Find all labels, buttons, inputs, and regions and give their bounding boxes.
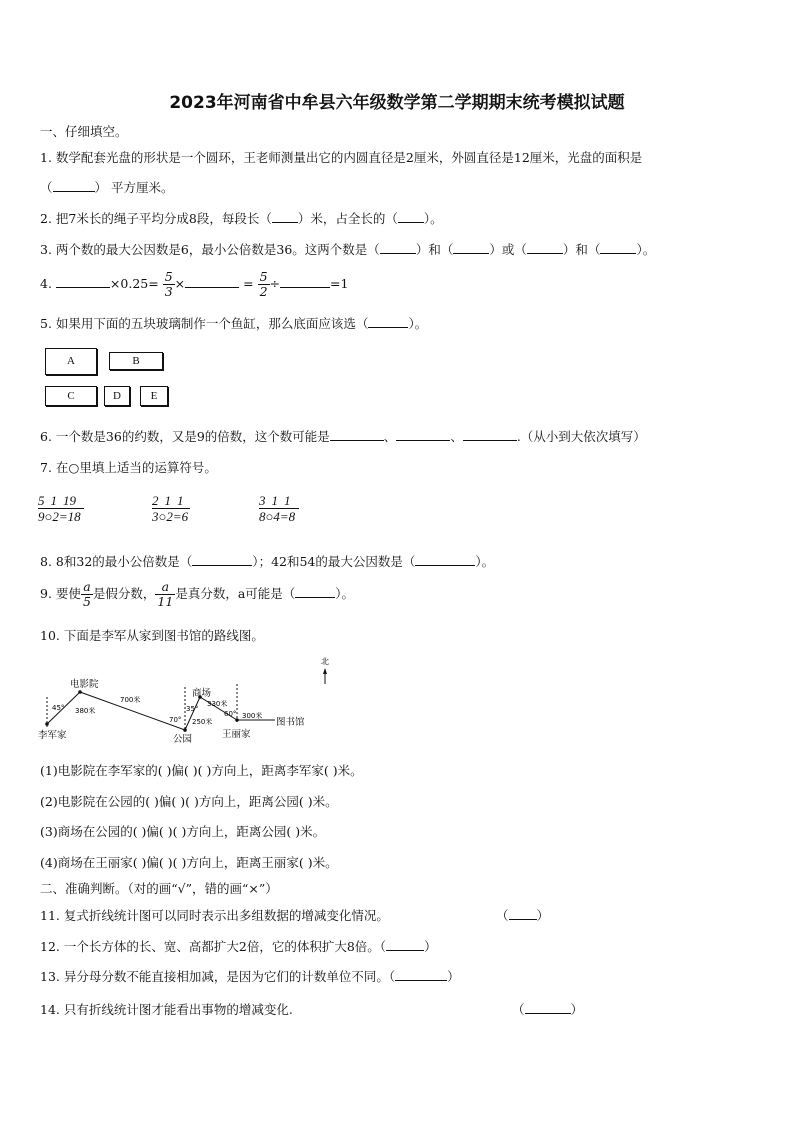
math-text: × bbox=[174, 276, 186, 291]
paren-close: ） bbox=[424, 939, 437, 954]
answer-blank[interactable] bbox=[395, 969, 447, 981]
question-number: 2. bbox=[40, 211, 52, 226]
punct: 。 bbox=[414, 316, 428, 331]
numerator: 2 bbox=[152, 493, 159, 508]
denominator: 5 bbox=[82, 594, 91, 609]
denominator: 3 bbox=[164, 284, 173, 299]
question-number: 5. bbox=[40, 316, 52, 331]
paren-open: （ bbox=[367, 242, 380, 257]
question-7 bbox=[40, 458, 217, 476]
punct: 、 bbox=[383, 429, 397, 444]
glass-piece-b: B bbox=[109, 352, 163, 370]
answer-blank[interactable] bbox=[272, 211, 298, 223]
question-text: 把7米长的绳子平均分成8段，每段长 bbox=[55, 211, 260, 226]
paren-close: ） bbox=[636, 242, 643, 257]
question-10 bbox=[40, 626, 264, 644]
fraction-group-2 bbox=[152, 493, 190, 524]
fraction-a-11 bbox=[155, 580, 175, 609]
numerator: a bbox=[81, 580, 93, 595]
section-1-heading: 一、仔细填空。 bbox=[40, 124, 128, 139]
answer-blank[interactable] bbox=[463, 429, 517, 441]
answer-blank[interactable] bbox=[396, 429, 450, 441]
paren-close: ） bbox=[562, 242, 576, 257]
question-14 bbox=[40, 1000, 293, 1018]
answer-blank[interactable] bbox=[453, 242, 489, 254]
answer-blank[interactable] bbox=[295, 586, 335, 598]
numerator: 1 bbox=[177, 493, 184, 508]
question-text: 平方厘米。 bbox=[111, 180, 174, 195]
question-text: 两个数的最大公因数是6，最小公倍数是36。这两个数是 bbox=[55, 242, 368, 257]
answer-paren bbox=[496, 906, 549, 924]
punct: 。 bbox=[481, 554, 495, 569]
paren-open: （ bbox=[40, 180, 53, 195]
numerator: 3 bbox=[259, 493, 266, 508]
question-12 bbox=[40, 937, 437, 955]
glass-piece-e: E bbox=[140, 386, 168, 406]
label-library: 图书馆 bbox=[276, 717, 305, 728]
question-number: 3. bbox=[40, 242, 52, 257]
paren-close: ） bbox=[335, 586, 342, 601]
paren-open: （ bbox=[587, 242, 601, 257]
numerator: 19 bbox=[63, 493, 76, 508]
distance-300: 300米 bbox=[242, 712, 263, 720]
paren-close: ） bbox=[94, 180, 108, 195]
glass-piece-a: A bbox=[45, 348, 97, 375]
question-number: 11. bbox=[40, 908, 60, 923]
numerator: 1 bbox=[50, 493, 57, 508]
question-text: .（从小到大依次填写） bbox=[516, 429, 646, 444]
answer-blank[interactable] bbox=[280, 276, 330, 288]
question-text: 是假分数， bbox=[92, 586, 156, 601]
numerator: 5 bbox=[164, 269, 173, 284]
answer-blank[interactable] bbox=[527, 242, 563, 254]
answer-paren bbox=[512, 1000, 583, 1018]
paren-open: （ bbox=[385, 211, 398, 226]
question-text: 一个长方体的长、宽、高都扩大2倍，它的体积扩大8倍。 bbox=[63, 939, 380, 954]
answer-blank[interactable] bbox=[525, 1002, 571, 1014]
denominator-row[interactable]: 8○4=8 bbox=[259, 509, 296, 524]
question-2 bbox=[40, 209, 443, 227]
answer-blank[interactable] bbox=[600, 242, 636, 254]
numerator: 5 bbox=[259, 269, 268, 284]
answer-blank[interactable] bbox=[53, 180, 95, 192]
answer-blank[interactable] bbox=[398, 211, 424, 223]
question-number: 7. bbox=[40, 460, 52, 475]
numerator: 1 bbox=[271, 493, 278, 508]
label-wang: 王丽家 bbox=[222, 729, 251, 740]
paren-open: （ bbox=[259, 211, 272, 226]
answer-blank[interactable] bbox=[56, 276, 110, 288]
fraction-a-5 bbox=[81, 580, 93, 609]
question-4 bbox=[40, 270, 348, 299]
question-text: 是真分数，a可能是 bbox=[175, 586, 283, 601]
label-home: 李军家 bbox=[38, 730, 67, 741]
answer-blank[interactable] bbox=[386, 939, 424, 951]
paren-close: ） bbox=[415, 242, 429, 257]
north-arrowhead-icon bbox=[323, 668, 327, 674]
numerator: 1 bbox=[164, 493, 171, 508]
question-text: ；42和54的最大公因数是 bbox=[258, 554, 403, 569]
paren-open: （ bbox=[388, 969, 396, 984]
question-6 bbox=[40, 427, 646, 445]
question-text: 在○里填上适当的运算符号。 bbox=[55, 460, 217, 475]
punct: 。 bbox=[430, 211, 443, 226]
fraction-5-2 bbox=[258, 270, 270, 299]
denominator: 11 bbox=[157, 594, 174, 609]
denominator-row[interactable]: 9○2=18 bbox=[38, 509, 81, 524]
question-number: 4. bbox=[40, 276, 52, 291]
point-wang bbox=[235, 718, 239, 722]
question-11 bbox=[40, 906, 389, 924]
distance-250: 250米 bbox=[192, 718, 213, 726]
word-and: 和 bbox=[575, 242, 588, 257]
question-number: 13. bbox=[40, 969, 60, 984]
question-13 bbox=[40, 967, 460, 985]
angle-45: 45° bbox=[52, 704, 65, 712]
angle-60: 60° bbox=[224, 710, 237, 718]
question-10-sub-2: (2)电影院在公园的( )偏( )( )方向上，距离公园( )米。 bbox=[40, 794, 338, 809]
question-text: 下面是李军从家到图书馆的路线图。 bbox=[63, 628, 264, 643]
label-mall: 商场 bbox=[192, 688, 212, 699]
glass-piece-d: D bbox=[104, 386, 130, 406]
question-10-sub-3: (3)商场在公园的( )偏( )( )方向上，距离公园( )米。 bbox=[40, 824, 326, 839]
question-text: 只有折线统计图才能看出事物的增减变化. bbox=[63, 1002, 293, 1017]
glass-piece-c: C bbox=[45, 386, 97, 406]
answer-blank[interactable] bbox=[380, 242, 416, 254]
question-10-sub-4: (4)商场在王丽家( )偏( )( )方向上，距离王丽家( )米。 bbox=[40, 855, 338, 870]
punct: 、 bbox=[450, 429, 463, 444]
numerator-row bbox=[259, 493, 299, 508]
question-5 bbox=[40, 314, 427, 332]
paren-close: ） bbox=[252, 554, 259, 569]
numerator: a bbox=[155, 580, 175, 595]
paren-open: （ bbox=[514, 242, 527, 257]
distance-700: 700米 bbox=[120, 696, 141, 704]
paren-open: （ bbox=[179, 554, 193, 569]
answer-blank[interactable] bbox=[509, 908, 537, 920]
question-text: 如果用下面的五块玻璃制作一个鱼缸，那么底面应该选 bbox=[55, 316, 356, 331]
question-number: 14. bbox=[40, 1002, 60, 1017]
answer-blank[interactable] bbox=[185, 276, 239, 288]
distance-330: 330米 bbox=[207, 700, 228, 708]
paren-open: （ bbox=[402, 554, 416, 569]
question-number: 8. bbox=[40, 554, 52, 569]
paren-open: （ bbox=[379, 939, 387, 954]
numerator: 1 bbox=[284, 493, 291, 508]
math-text: ×0.25= bbox=[109, 276, 159, 291]
paren-open: （ bbox=[355, 316, 369, 331]
question-number: 12. bbox=[40, 939, 60, 954]
point-park bbox=[183, 728, 187, 732]
question-number: 6. bbox=[40, 429, 52, 444]
paren-close: ） bbox=[297, 211, 311, 226]
question-text: 数学配套光盘的形状是一个圆环，王老师测量出它的内圆直径是2厘米，外圆直径是12厘米，光盘的面积是 bbox=[55, 150, 643, 165]
angle-70: 70° bbox=[169, 716, 182, 724]
route-map bbox=[30, 652, 330, 747]
paren-close: ） bbox=[570, 1002, 584, 1017]
word-and: 和 bbox=[428, 242, 441, 257]
answer-blank[interactable] bbox=[330, 429, 384, 441]
question-1-line2 bbox=[40, 178, 174, 196]
paren-close: ） bbox=[423, 211, 431, 226]
angle-35: 35° bbox=[186, 705, 199, 713]
question-number: 1. bbox=[40, 150, 52, 165]
paren-close: ） bbox=[536, 908, 550, 923]
punct: 。 bbox=[341, 586, 355, 601]
paren-open: （ bbox=[282, 586, 296, 601]
question-10-sub-1: (1)电影院在李军家的( )偏( )( )方向上，距离李军家( )米。 bbox=[40, 763, 363, 778]
denominator-row[interactable]: 3○2=6 bbox=[152, 509, 189, 524]
paren-close: ） bbox=[475, 554, 482, 569]
question-number: 10. bbox=[40, 628, 60, 643]
answer-blank[interactable] bbox=[192, 554, 252, 566]
page-title: 2023年河南省中牟县六年级数学第二学期期末统考模拟试题 bbox=[169, 93, 625, 113]
fraction-group-3 bbox=[259, 493, 299, 524]
paren-open: （ bbox=[440, 242, 454, 257]
question-text: 米，占全长的 bbox=[310, 211, 386, 226]
denominator: 2 bbox=[259, 284, 268, 299]
section-2-heading: 二、准确判断。（对的画“√”，错的画“×”） bbox=[40, 881, 278, 896]
distance-380: 380米 bbox=[75, 707, 96, 715]
label-cinema: 电影院 bbox=[70, 679, 99, 690]
paren-close: ） bbox=[408, 316, 415, 331]
numerator: 5 bbox=[38, 493, 45, 508]
question-text: 一个数是36的约数，又是9的倍数，这个数可能是 bbox=[55, 429, 330, 444]
answer-blank[interactable] bbox=[415, 554, 475, 566]
point-home bbox=[45, 722, 49, 726]
paren-open: （ bbox=[512, 1002, 525, 1017]
question-8 bbox=[40, 552, 494, 570]
numerator-row bbox=[152, 493, 190, 508]
paren-close: ） bbox=[489, 242, 502, 257]
fraction-5-3 bbox=[163, 270, 175, 299]
question-text: 要使 bbox=[55, 586, 81, 601]
fraction-group-1 bbox=[38, 493, 84, 524]
word-or: 或 bbox=[501, 242, 515, 257]
paren-close: ） bbox=[447, 969, 460, 984]
math-text: =1 bbox=[330, 276, 349, 291]
numerator-row bbox=[38, 493, 84, 508]
question-3 bbox=[40, 240, 655, 258]
math-text: ÷ bbox=[269, 276, 281, 291]
question-1-line1 bbox=[40, 148, 642, 166]
point-cinema bbox=[78, 690, 82, 694]
math-text: = bbox=[243, 276, 254, 291]
north-label: 北 bbox=[321, 657, 329, 666]
question-number: 9. bbox=[40, 586, 52, 601]
question-text: 复式折线统计图可以同时表示出多组数据的增减变化情况。 bbox=[63, 908, 389, 923]
question-text: 异分母分数不能直接相加减，是因为它们的计数单位不同。 bbox=[63, 969, 389, 984]
question-9 bbox=[40, 580, 354, 609]
answer-blank[interactable] bbox=[368, 316, 408, 328]
label-park: 公园 bbox=[173, 734, 193, 745]
paren-open: （ bbox=[496, 908, 509, 923]
question-text: 8和32的最小公倍数是 bbox=[55, 554, 180, 569]
punct: 。 bbox=[642, 242, 656, 257]
